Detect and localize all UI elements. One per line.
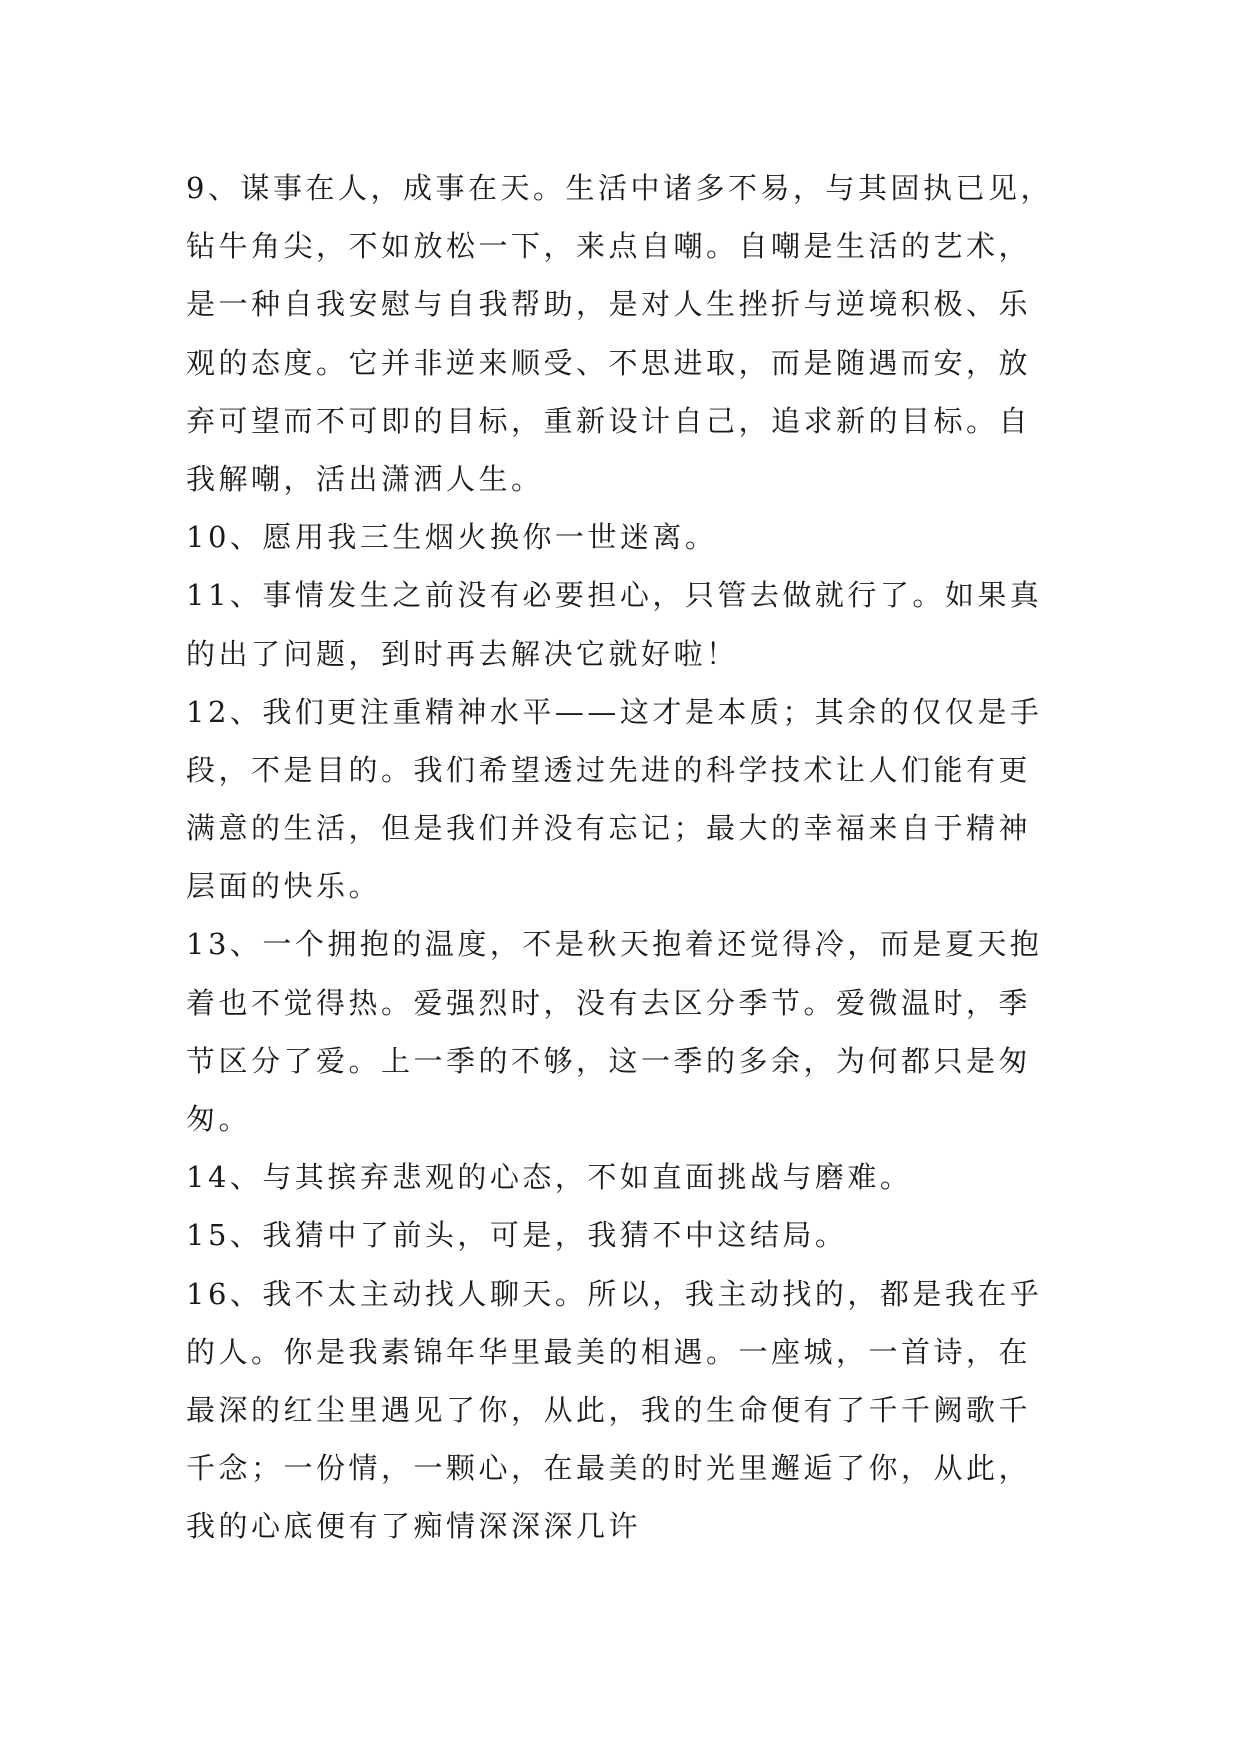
text-line: 节区分了爱。上一季的不够，这一季的多余，为何都只是匆 [186, 1043, 1032, 1078]
text-line: 15、我猜中了前头，可是，我猜不中这结局。 [186, 1218, 848, 1253]
text-line: 着也不觉得热。爱强烈时，没有去区分季节。爱微温时，季 [186, 985, 1032, 1020]
document-body [186, 159, 1076, 1556]
text-line: 段，不是目的。我们希望透过先进的科学技术让人们能有更 [186, 752, 1032, 787]
text-line: 我解嘲，活出潇洒人生。 [186, 461, 544, 496]
text-line: 16、我不太主动找人聊天。所以，我主动找的，都是我在乎 [186, 1276, 1043, 1311]
text-line: 层面的快乐。 [186, 869, 382, 904]
text-line: 千念；一份情，一颗心，在最美的时光里邂逅了你，从此， [186, 1451, 1032, 1486]
text-line: 13、一个拥抱的温度，不是秋天抱着还觉得冷，而是夏天抱 [186, 927, 1043, 962]
text-line: 观的态度。它并非逆来顺受、不思进取，而是随遇而安，放 [186, 345, 1032, 380]
text-line: 14、与其摈弃悲观的心态，不如直面挑战与磨难。 [186, 1160, 913, 1195]
text-line: 9、谋事在人，成事在天。生活中诸多不易，与其固执已见， [186, 171, 1053, 205]
text-line: 10、愿用我三生烟火换你一世迷离。 [186, 520, 718, 555]
text-line: 最深的红尘里遇见了你，从此，我的生命便有了千千阙歌千 [186, 1392, 1032, 1427]
text-line: 满意的生活，但是我们并没有忘记；最大的幸福来自于精神 [186, 811, 1032, 846]
text-line: 的人。你是我素锦年华里最美的相遇。一座城，一首诗，在 [186, 1334, 1032, 1369]
text-line: 12、我们更注重精神水平——这才是本质；其余的仅仅是手 [186, 694, 1043, 729]
text-line: 弃可望而不可即的目标，重新设计自己，追求新的目标。自 [186, 403, 1032, 438]
text-line: 我的心底便有了痴情深深深几许 [186, 1509, 642, 1544]
text-line: 匆。 [186, 1102, 252, 1136]
text-line: 是一种自我安慰与自我帮助，是对人生挫折与逆境积极、乐 [186, 287, 1032, 322]
text-line: 钻牛角尖，不如放松一下，来点自嘲。自嘲是生活的艺术， [186, 229, 1032, 264]
text-line: 的出了问题，到时再去解决它就好啦！ [186, 636, 739, 671]
text-line: 11、事情发生之前没有必要担心，只管去做就行了。如果真 [186, 578, 1043, 613]
